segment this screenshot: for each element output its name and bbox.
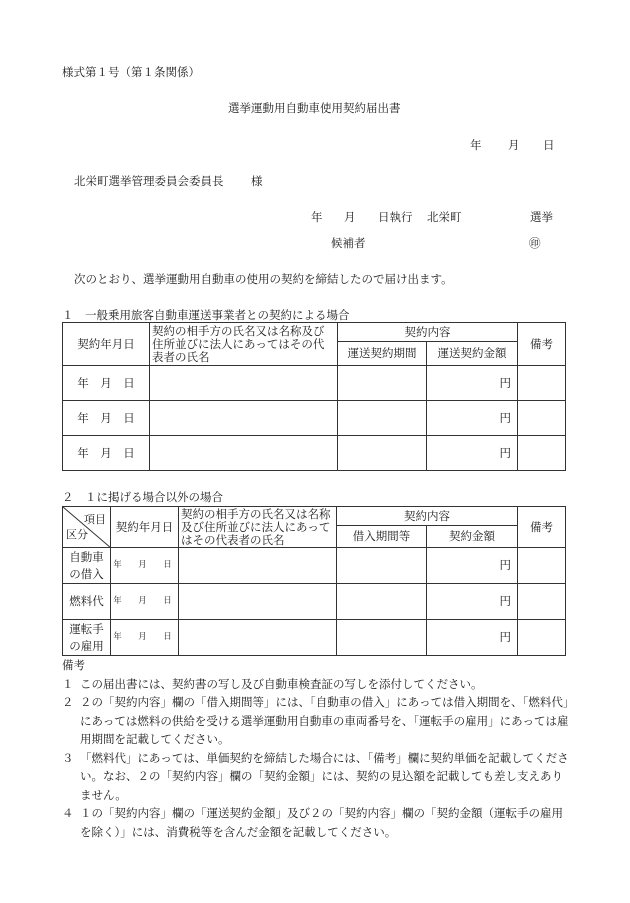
note-item <box>62 675 572 694</box>
table-row <box>63 584 566 620</box>
row-date: 年 月 日 <box>63 436 150 471</box>
row-party <box>179 584 337 620</box>
row-remarks <box>518 436 566 471</box>
row-amount: 円 <box>427 366 518 401</box>
row-amount: 円 <box>427 401 518 436</box>
row-period <box>338 401 427 436</box>
table-row <box>63 620 566 656</box>
note-number: ２ <box>62 695 74 709</box>
note-item <box>62 749 572 805</box>
row-party <box>150 436 338 471</box>
row-category: 自動車の借入 <box>63 548 111 584</box>
table-row <box>63 401 566 436</box>
row-remarks <box>518 548 566 584</box>
notes-heading: 備考 <box>62 658 85 672</box>
header-transport-period: 運送契約期間 <box>338 342 427 366</box>
table-row <box>63 548 566 584</box>
election-day-exec: 日執行 <box>378 210 413 224</box>
row-remarks <box>518 620 566 656</box>
section2-table <box>62 506 566 656</box>
header-contract-amount: 契約金額 <box>427 526 518 548</box>
document-title: 選挙運動用自動車使用契約届出書 <box>228 101 401 115</box>
note-text: １の「契約内容」欄の「運送契約金額」及び２の「契約内容」欄の「契約金額（運転手の雇用を除く）」には、消費税等を含んだ金額を記載してください。 <box>80 806 563 839</box>
note-text: ２の「契約内容」欄の「借入期間等」には、「自動車の借入」にあっては借入期間を、「燃料代」にあっては燃料の供給を受ける選挙運動用自動車の車両番号を、「運転手の雇用」にあっては雇用期間を記載してください。 <box>80 695 569 746</box>
election-label: 選挙 <box>530 210 553 224</box>
header-category: 区分 <box>66 528 88 542</box>
addressee-name: 北栄町選挙管理委員会委員長 <box>74 174 224 188</box>
row-date: 年 月 日 <box>111 548 179 584</box>
form-number: 様式第１号（第１条関係） <box>62 65 200 79</box>
candidate-label: 候補者 <box>331 236 366 250</box>
row-party <box>150 401 338 436</box>
note-item <box>62 693 572 749</box>
header-item: 項目 <box>84 513 106 526</box>
row-period <box>337 548 427 584</box>
row-period <box>338 436 427 471</box>
row-period <box>337 620 427 656</box>
header-contract-date: 契約年月日 <box>111 507 179 548</box>
header-contract-party: 契約の相手方の氏名又は名称及び住所並びに法人にあってはその代表者の氏名 <box>150 323 338 366</box>
header-item-category <box>63 507 111 548</box>
row-amount: 円 <box>427 620 518 656</box>
row-category: 運転手の雇用 <box>63 620 111 656</box>
header-remarks: 備考 <box>518 323 566 366</box>
row-period <box>338 366 427 401</box>
election-town: 北栄町 <box>427 210 462 224</box>
row-remarks <box>518 366 566 401</box>
header-contract-content: 契約内容 <box>337 507 518 526</box>
row-amount: 円 <box>427 548 518 584</box>
header-transport-amount: 運送契約金額 <box>427 342 518 366</box>
date-month: 月 <box>508 138 520 152</box>
row-date: 年 月 日 <box>111 584 179 620</box>
note-item <box>62 804 572 841</box>
note-number: ３ <box>62 750 74 765</box>
row-party <box>179 620 337 656</box>
header-contract-party: 契約の相手方の氏名又は名称及び住所並びに法人にあってはその代表者の氏名 <box>179 507 337 548</box>
row-remarks <box>518 584 566 620</box>
note-number: ４ <box>62 806 74 820</box>
row-amount: 円 <box>427 436 518 471</box>
election-year: 年 <box>311 210 323 224</box>
section2-heading: ２ １に掲げる場合以外の場合 <box>62 490 223 504</box>
intro-text: 次のとおり、選挙運動用自動車の使用の契約を締結したので届け出ます。 <box>74 272 453 286</box>
table-row <box>63 436 566 471</box>
header-remarks: 備考 <box>518 507 566 548</box>
row-date: 年 月 日 <box>63 401 150 436</box>
row-remarks <box>518 401 566 436</box>
header-contract-date: 契約年月日 <box>63 323 150 366</box>
date-year: 年 <box>470 138 482 152</box>
section1-table <box>62 322 566 471</box>
row-date: 年 月 日 <box>63 366 150 401</box>
note-text: この届出書には、契約書の写し及び自動車検査証の写しを添付してください。 <box>80 676 483 691</box>
header-borrow-period: 借入期間等 <box>337 526 427 548</box>
row-amount: 円 <box>427 584 518 620</box>
addressee-honorific: 様 <box>251 174 263 188</box>
row-date: 年 月 日 <box>111 620 179 656</box>
notes-section <box>62 656 572 841</box>
row-party <box>179 548 337 584</box>
row-period <box>337 584 427 620</box>
table-row <box>63 366 566 401</box>
header-contract-content: 契約内容 <box>338 323 518 342</box>
seal-mark: ㊞ <box>529 236 541 250</box>
section1-heading: １ 一般乗用旅客自動車運送事業者との契約による場合 <box>62 308 350 322</box>
date-day: 日 <box>543 138 555 152</box>
row-party <box>150 366 338 401</box>
note-text: 「燃料代」にあっては、単価契約を締結した場合には、「備考」欄に契約単価を記載してください。なお、２の「契約内容」欄の「契約金額」には、契約の見込額を記載しても差し支えありません。 <box>80 750 569 802</box>
note-number: １ <box>62 676 74 691</box>
election-month: 月 <box>344 210 356 224</box>
row-category: 燃料代 <box>63 584 111 620</box>
